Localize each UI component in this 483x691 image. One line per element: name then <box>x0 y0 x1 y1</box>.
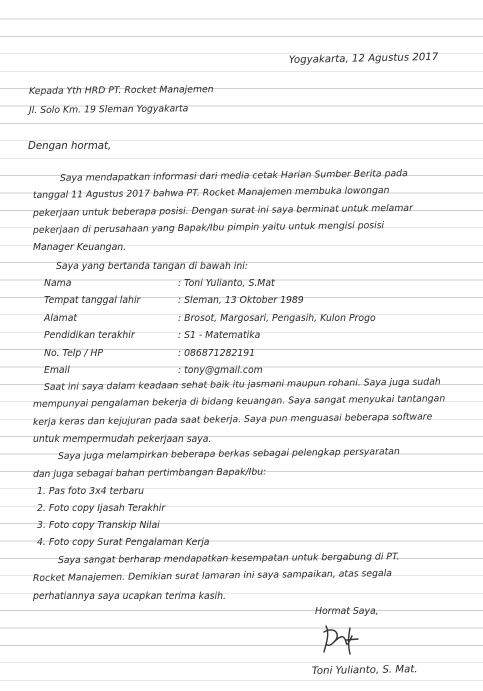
paragraph-line: Manager Keuangan. <box>33 242 127 253</box>
identity-label: No. Telp / HP <box>44 348 103 359</box>
salutation: Dengan hormat, <box>28 141 112 152</box>
paragraph-line: mempunyai pengalaman bekerja di bidang keuangan. Saya sangat menyukai tantangan <box>32 393 446 411</box>
identity-label: Pendidikan terakhir <box>44 330 135 341</box>
identity-value: : Sleman, 13 Oktober 1989 <box>178 295 304 306</box>
paragraph-line: pekerjaan untuk beberapa posisi. Dengan surat ini saya berminat untuk melamar <box>32 202 413 220</box>
recipient-line: Kepada Yth HRD PT. Rocket Manajemen <box>28 84 214 98</box>
paragraph-line: tanggal 11 Agustus 2017 bahwa PT. Rocket Manajemen membuka lowongan <box>32 185 390 202</box>
identity-label: Tempat tanggal lahir <box>44 295 141 306</box>
place-date: Yogyakarta, 12 Agustus 2017 <box>288 51 439 67</box>
attachment-item: 1. Pas foto 3x4 terbaru <box>37 486 144 497</box>
signature-mark <box>320 620 360 658</box>
closing: Hormat Saya, <box>315 606 379 617</box>
paragraph-line: kerja keras dan kejujuran pada saat bekerja. Saya pun menguasai beberapa software <box>32 411 433 429</box>
identity-label: Email <box>44 365 70 376</box>
paragraph-line: Saya mendapatkan informasi dari media cetak Harian Sumber Berita pada <box>59 168 408 185</box>
attachment-item: 2. Foto copy Ijasah Terakhir <box>37 503 166 514</box>
paragraph-line: pekerjaan di perusahaan yang Bapak/Ibu pimpin yaitu untuk mengisi posisi <box>32 220 385 237</box>
identity-value: : Toni Yulianto, S.Mat <box>178 278 275 289</box>
identity-label: Alamat <box>44 313 78 324</box>
attachment-item: 3. Foto copy Transkip Nilai <box>37 520 160 531</box>
identity-value: : tony@gmail.com <box>178 365 263 376</box>
identity-value: : 086871282191 <box>178 348 256 359</box>
paragraph-line: dan juga sebagai bahan pertimbangan Bapak/Ibu: <box>32 466 267 481</box>
identity-value: : Brosot, Margosari, Pengasih, Kulon Progo <box>178 313 376 324</box>
paragraph-line: Saya sangat berharap mendapatkan kesempatan untuk bergabung di PT. <box>57 551 400 567</box>
paragraph-line: Saya juga melampirkan beberapa berkas sebagai pelengkap persyaratan <box>57 446 400 463</box>
attachment-item: 4. Foto copy Surat Pengalaman Kerja <box>37 537 210 548</box>
identity-label: Nama <box>44 278 72 289</box>
identity-intro: Saya yang bertanda tangan di bawah ini: <box>56 261 248 272</box>
paragraph-line: untuk mempermudah pekerjaan saya. <box>33 434 212 445</box>
paragraph-line: perhatiannya saya ucapkan terima kasih. <box>33 591 226 602</box>
recipient-address: Jl. Solo Km. 19 Sleman Yogyakarta <box>28 103 189 117</box>
signer-name: Toni Yulianto, S. Mat. <box>311 664 418 678</box>
identity-value: : S1 - Matematika <box>178 330 261 341</box>
paragraph-line: Saat ini saya dalam keadaan sehat baik itu jasmani maupun rohani. Saya juga sudah <box>43 376 441 394</box>
paragraph-line: Rocket Manajemen. Demikian surat lamaran ini saya sampaikan, atas segala <box>32 567 393 585</box>
